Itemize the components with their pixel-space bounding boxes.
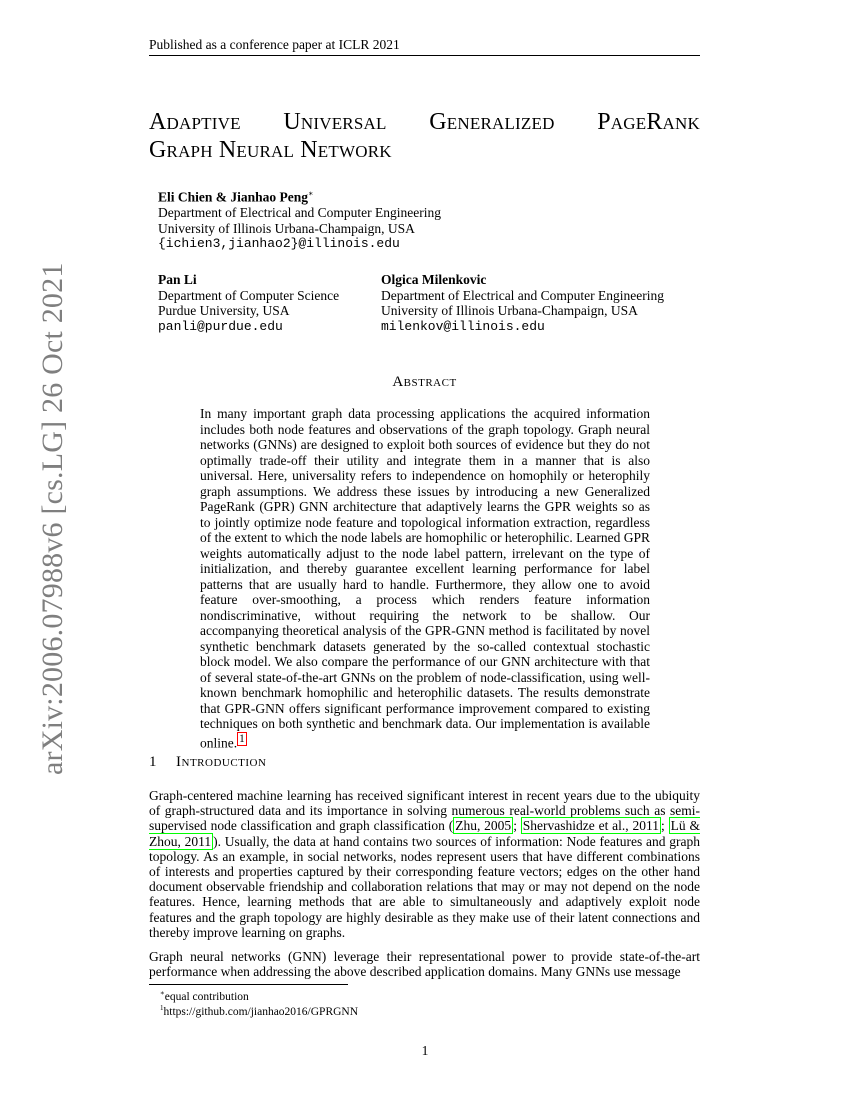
author-group-3: [381, 272, 664, 334]
author-dept: Department of Electrical and Computer Engineering: [158, 205, 442, 220]
citation-zhu-2005[interactable]: Zhu, 2005: [455, 818, 512, 834]
title-line-1: Adaptive Universal Generalized PageRank: [149, 109, 700, 135]
section-title: Introduction: [176, 754, 267, 770]
page-number: 1: [421, 1043, 429, 1058]
author-names: Eli Chien & Jianhao Peng: [158, 189, 309, 205]
footnote-mark: ∗: [160, 989, 165, 997]
paragraph-text: ). Usually, the data at hand contains two sources of information: Node features and graph topology. As an example, in social networks, nodes represent users that have different combinations of interests and properties captured by their corresponding feature vectors; edges on the other hand document observable friendship and collaboration relations that may or may not depend on the node features. Hence, learning methods that are able to simultaneously and adaptively exploit node features and the graph topology are highly desirable as they make use of their latent connections and thereby improve learning on graphs.: [149, 833, 700, 940]
author-univ: University of Illinois Urbana-Champaign, USA: [381, 303, 638, 318]
abstract-text: [200, 406, 650, 751]
arxiv-stamp: arXiv:2006.07988v6 [cs.LG] 26 Oct 2021: [36, 262, 69, 775]
citation-shervashidze-2011[interactable]: Shervashidze et al., 2011: [522, 818, 660, 834]
author-univ: Purdue University, USA: [158, 303, 290, 318]
abstract-body: In many important graph data processing applications the acquired information includes both node features and observations of the graph topology. Graph neural networks (GNNs) are designed to exploit both sources of evidence but they do not optimally trade-off their utility and integrate them in a manner that is also universal. Here, universality refers to independence on homophily or heterophily graph assumptions. We address these issues by introducing a new Generalized PageRank (GPR) GNN architecture that adaptively learns the GPR weights so as to jointly optimize node feature and topological information extraction, regardless of the extent to which the node labels are homophilic or heterophilic. Learned GPR weights automatically adjust to the node label pattern, irrelevant on the type of initialization, and thereby guarantee excellent learning performance for label patterns that are usually hard to handle. Furthermore, they allow one to avoid feature over-smoothing, a process which renders feature information nondiscriminative, without requiring the network to be shallow. Our accompanying theoretical analysis of the GPR-GNN method is facilitated by novel synthetic benchmark datasets generated by the so-called contextual stochastic block model. We also compare the performance of our GNN architecture with that of several state-of-the-art GNNs on the problem of node-classification, using well-known benchmark homophilic and heterophilic datasets. The results demonstrate that GPR-GNN offers significant performance improvement compared to existing techniques on both synthetic and benchmark data. Our implementation is available online.: [200, 406, 650, 750]
intro-paragraph-1: Graph-centered machine learning has received significant interest in recent years due to the ubiquity of graph-structured data and its importance in solving numerous real-world problems such as semi-supervised node classification and graph classification ( Zhu, 2005 ; Shervashidze et al., 2011 ; Lü & Zhou, 2011 ). Usually, the data at hand contains two sources of information: Node features and graph topology. As an example, in social networks, nodes represent users that have different combinations of interests and properties captured by their corresponding feature vectors; edges on the other hand document observable friendship and collaboration relations that may or may not depend on the node features. Hence, learning methods that are able to simultaneously and adaptively exploit node features and the graph topology are highly desirable as they make use of their latent connections and thereby improve learning on graphs.: [149, 788, 700, 940]
footnote-link[interactable]: https://github.com/jianhao2016/GPRGNN: [163, 1005, 359, 1018]
section-number: 1: [149, 754, 157, 770]
paper-title: [149, 108, 700, 164]
footnote-link-1[interactable]: 1: [239, 732, 245, 745]
author-name: Olgica Milenkovic: [381, 272, 487, 287]
author-email[interactable]: {ichien3,jianhao2}@illinois.edu: [158, 236, 400, 251]
abstract-heading: Abstract: [392, 374, 457, 390]
running-header: Published as a conference paper at ICLR 2021: [149, 36, 700, 56]
author-group-1: [158, 186, 441, 252]
author-dept: Department of Electrical and Computer Engineering: [381, 287, 665, 303]
citation-lu-zhou-2011[interactable]: Lü & Zhou, 2011: [149, 818, 700, 849]
equal-contribution-mark: ∗: [308, 189, 314, 198]
footnote-mark: 1: [160, 1004, 164, 1012]
footnote-code-url: [160, 1001, 358, 1019]
paragraph-text: Graph-centered machine learning has received significant interest in recent years due to the ubiquity of graph-structured data and its importance in solving numerous real-world problems such as semi-supervised node classification and graph classification: [149, 788, 700, 834]
footnote-text: equal contribution: [164, 990, 249, 1003]
author-univ: University of Illinois Urbana-Champaign, USA: [158, 220, 415, 236]
footnote-rule: [149, 984, 348, 985]
author-dept: Department of Computer Science: [158, 287, 340, 303]
author-group-2: [158, 272, 339, 334]
author-name: Pan Li: [158, 272, 197, 287]
intro-paragraph-2: Graph neural networks (GNN) leverage their representational power to provide state-of-the-art performance when addressing the above described application domains. Many GNNs use message: [149, 949, 700, 980]
section-heading-introduction: [149, 754, 266, 771]
author-email[interactable]: milenkov@illinois.edu: [381, 318, 545, 334]
title-line-2: Graph Neural Network: [149, 137, 392, 163]
author-email[interactable]: panli@purdue.edu: [158, 318, 283, 334]
